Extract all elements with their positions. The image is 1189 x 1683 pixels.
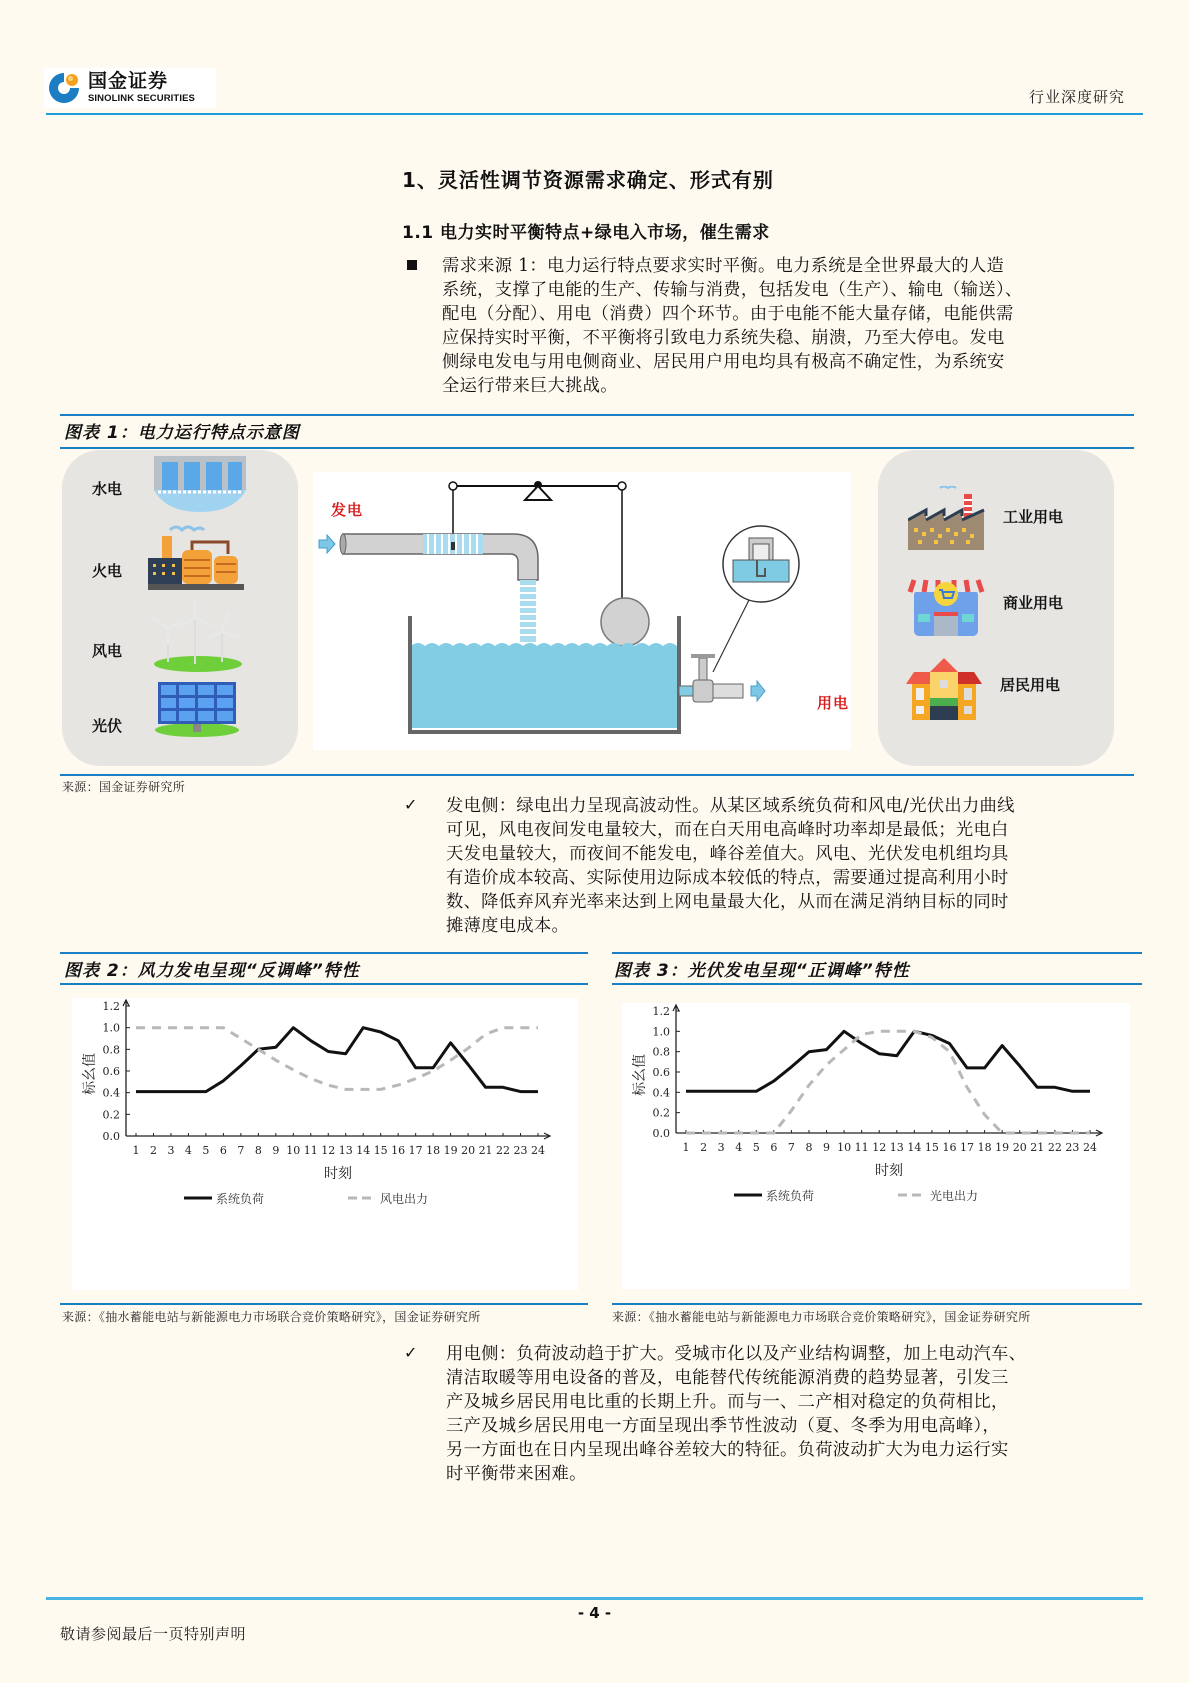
svg-text:系统负荷: 系统负荷 xyxy=(216,1192,265,1206)
svg-text:18: 18 xyxy=(426,1144,441,1157)
consumption-label: 用电 xyxy=(817,694,850,712)
figure2-bottom-rule xyxy=(60,1303,588,1305)
svg-text:22: 22 xyxy=(496,1144,511,1157)
svg-text:时刻: 时刻 xyxy=(875,1163,903,1179)
svg-text:24: 24 xyxy=(531,1144,545,1157)
figure1-top-rule xyxy=(60,414,1134,416)
balance-diagram xyxy=(313,472,851,750)
svg-text:23: 23 xyxy=(513,1144,528,1157)
label-industrial: 工业用电 xyxy=(1003,508,1064,526)
figure2-top-rule xyxy=(60,952,588,954)
svg-text:17: 17 xyxy=(408,1144,423,1157)
svg-text:0.8: 0.8 xyxy=(102,1043,120,1057)
svg-text:0.4: 0.4 xyxy=(652,1086,670,1100)
paragraph-consumption-side: 用电侧：负荷波动趋于扩大。受城市化以及产业结构调整，加上电动汽车、 清洁取暖等用电设备的普及，电能替代传统能源消费的趋势显著，引发三 产及城乡居民用电比重的长期上升。而与一、二产相对稳定的负荷相比， 三产及城乡居民用电一方面呈现出季节性波动（夏、冬季为用电高峰）， 另一方面也在日内呈现出峰谷差较大的特征。负荷波动扩大为电力运行实 时平衡带来困难。 xyxy=(446,1344,1027,1484)
figure2-title: 图表 2：风力发电呈现“反调峰”特性 xyxy=(64,961,360,981)
logo-en: SINOLINK SECURITIES xyxy=(88,93,195,105)
svg-text:10: 10 xyxy=(286,1144,301,1157)
footer-divider xyxy=(46,1597,1143,1600)
svg-text:5: 5 xyxy=(752,1141,760,1154)
svg-text:7: 7 xyxy=(787,1141,795,1154)
label-residential: 居民用电 xyxy=(1000,676,1061,694)
disclaimer-note: 敬请参阅最后一页特别声明 xyxy=(60,1625,247,1643)
svg-text:3: 3 xyxy=(167,1144,175,1157)
figure1-bottom-rule xyxy=(60,774,1134,776)
svg-text:21: 21 xyxy=(478,1144,493,1157)
svg-text:8: 8 xyxy=(254,1144,262,1157)
svg-text:24: 24 xyxy=(1083,1141,1097,1154)
svg-text:光电出力: 光电出力 xyxy=(930,1189,979,1203)
residential-building-icon xyxy=(906,658,982,720)
figure1-title: 图表 1：电力运行特点示意图 xyxy=(64,423,300,443)
svg-text:时刻: 时刻 xyxy=(324,1166,352,1182)
svg-text:1.0: 1.0 xyxy=(652,1025,670,1039)
wind-vs-load-line-chart xyxy=(72,998,578,1290)
svg-text:2: 2 xyxy=(149,1144,157,1157)
svg-text:1: 1 xyxy=(682,1141,690,1154)
svg-text:18: 18 xyxy=(977,1141,992,1154)
svg-text:0.0: 0.0 xyxy=(102,1130,120,1143)
svg-text:10: 10 xyxy=(837,1141,852,1154)
section-heading: 1、灵活性调节资源需求确定、形式有别 xyxy=(402,168,774,192)
label-solar: 光伏 xyxy=(92,717,123,735)
svg-text:0.2: 0.2 xyxy=(652,1106,670,1120)
logo-mark-icon xyxy=(46,70,82,106)
svg-text:22: 22 xyxy=(1047,1141,1062,1154)
doc-type: 行业深度研究 xyxy=(1028,88,1125,106)
svg-text:4: 4 xyxy=(184,1144,192,1157)
svg-text:1.2: 1.2 xyxy=(652,1005,670,1018)
header-divider xyxy=(46,113,1143,115)
figure1-source: 来源：国金证券研究所 xyxy=(62,780,186,794)
svg-text:20: 20 xyxy=(1012,1141,1027,1154)
svg-text:11: 11 xyxy=(303,1144,318,1157)
figure3-title: 图表 3：光伏发电呈现“正调峰”特性 xyxy=(614,961,910,981)
label-wind: 风电 xyxy=(92,642,123,660)
svg-text:13: 13 xyxy=(889,1141,904,1154)
svg-text:14: 14 xyxy=(907,1141,922,1154)
label-hydro: 水电 xyxy=(92,480,123,498)
page-number: - 4 - xyxy=(577,1604,612,1622)
generation-label: 发电 xyxy=(331,501,364,519)
paragraph-generation-side: 发电侧：绿电出力呈现高波动性。从某区域系统负荷和风电/光伏出力曲线 可见，风电夜间发电量较大，而在白天用电高峰时功率却是最低；光电白 天发电量较大，而夜间不能发电，峰谷差值大。风电、光伏发电机组均具 有造价成本较高、实际使用边际成本较低的特点，需要通过提高利用小时 数、降低弃风弃光率来达到上网电量最大化，从而在满足消纳目标的同时 摊薄度电成本。 xyxy=(446,796,1015,936)
generation-sources-panel xyxy=(62,450,298,766)
svg-text:1.2: 1.2 xyxy=(102,1000,120,1013)
svg-text:12: 12 xyxy=(321,1144,336,1157)
svg-text:15: 15 xyxy=(924,1141,939,1154)
paragraph-demand-source-1: 需求来源 1：电力运行特点要求实时平衡。电力系统是全世界最大的人造 系统，支撑了电能的生产、传输与消费，包括发电（生产）、输电（输送）、 配电（分配）、用电（消费）四个环节。由于电能不能大量存储，电能供需 应保持实时平衡，不平衡将引致电力系统失稳、崩溃，乃至大停电。发电 侧绿电发电与用电侧商业、居民用户用电均具有极高不确定性，为系统安 全运行带来巨大挑战。 xyxy=(442,256,1023,396)
figure3-chart xyxy=(622,1003,1130,1289)
svg-text:13: 13 xyxy=(338,1144,353,1157)
checkmark-bullet-icon: ✓ xyxy=(404,1343,418,1362)
svg-text:16: 16 xyxy=(942,1141,957,1154)
svg-text:14: 14 xyxy=(356,1144,371,1157)
svg-text:0.6: 0.6 xyxy=(652,1066,670,1079)
svg-text:标幺值: 标幺值 xyxy=(632,1054,648,1096)
svg-text:2: 2 xyxy=(700,1141,708,1154)
svg-text:风电出力: 风电出力 xyxy=(380,1192,429,1206)
wind-turbine-icon xyxy=(150,598,246,672)
svg-text:19: 19 xyxy=(443,1144,458,1157)
svg-text:21: 21 xyxy=(1030,1141,1045,1154)
consumption-sectors-panel xyxy=(878,450,1114,766)
svg-text:15: 15 xyxy=(373,1144,388,1157)
figure2-chart xyxy=(72,998,578,1290)
solar-panel-icon xyxy=(154,682,240,738)
square-bullet-icon xyxy=(407,260,417,270)
svg-text:系统负荷: 系统负荷 xyxy=(766,1189,815,1203)
figure2-title-rule xyxy=(60,983,588,985)
svg-text:1.0: 1.0 xyxy=(102,1021,120,1035)
label-commercial: 商业用电 xyxy=(1003,594,1064,612)
svg-text:8: 8 xyxy=(805,1141,813,1154)
svg-text:9: 9 xyxy=(272,1144,280,1157)
thermal-plant-icon xyxy=(148,524,244,590)
figure3-bottom-rule xyxy=(612,1303,1142,1305)
svg-text:23: 23 xyxy=(1065,1141,1080,1154)
figure2-source: 来源：《抽水蓄能电站与新能源电力市场联合竞价策略研究》，国金证券研究所 xyxy=(62,1310,481,1324)
svg-text:6: 6 xyxy=(219,1144,227,1157)
figure3-source: 来源：《抽水蓄能电站与新能源电力市场联合竞价策略研究》，国金证券研究所 xyxy=(612,1310,1031,1324)
figure1-title-rule xyxy=(60,447,1134,449)
svg-text:0.8: 0.8 xyxy=(652,1045,670,1059)
svg-text:5: 5 xyxy=(202,1144,210,1157)
svg-text:0.6: 0.6 xyxy=(102,1065,120,1078)
svg-text:17: 17 xyxy=(960,1141,975,1154)
svg-text:19: 19 xyxy=(995,1141,1010,1154)
svg-text:6: 6 xyxy=(770,1141,778,1154)
figure3-top-rule xyxy=(612,952,1142,954)
solar-vs-load-line-chart xyxy=(622,1003,1130,1289)
svg-text:4: 4 xyxy=(735,1141,743,1154)
checkmark-bullet-icon: ✓ xyxy=(404,795,418,814)
svg-text:3: 3 xyxy=(717,1141,725,1154)
svg-text:12: 12 xyxy=(872,1141,887,1154)
svg-text:1: 1 xyxy=(132,1144,140,1157)
svg-text:20: 20 xyxy=(461,1144,476,1157)
hydro-dam-icon xyxy=(154,456,246,512)
svg-text:0.0: 0.0 xyxy=(652,1127,670,1140)
svg-text:9: 9 xyxy=(823,1141,831,1154)
svg-text:0.4: 0.4 xyxy=(102,1086,120,1100)
subsection-heading: 1.1 电力实时平衡特点+绿电入市场，催生需求 xyxy=(402,223,770,243)
shop-icon xyxy=(906,576,986,638)
logo-cn: 国金证券 xyxy=(88,70,169,93)
figure3-title-rule xyxy=(612,983,1142,985)
svg-text:标幺值: 标幺值 xyxy=(82,1053,98,1095)
svg-text:7: 7 xyxy=(237,1144,245,1157)
label-thermal: 火电 xyxy=(92,562,123,580)
svg-text:0.2: 0.2 xyxy=(102,1108,120,1122)
svg-text:11: 11 xyxy=(854,1141,869,1154)
factory-icon xyxy=(908,486,988,550)
company-logo xyxy=(44,68,216,108)
water-tank-illustration xyxy=(313,472,851,750)
svg-text:16: 16 xyxy=(391,1144,406,1157)
